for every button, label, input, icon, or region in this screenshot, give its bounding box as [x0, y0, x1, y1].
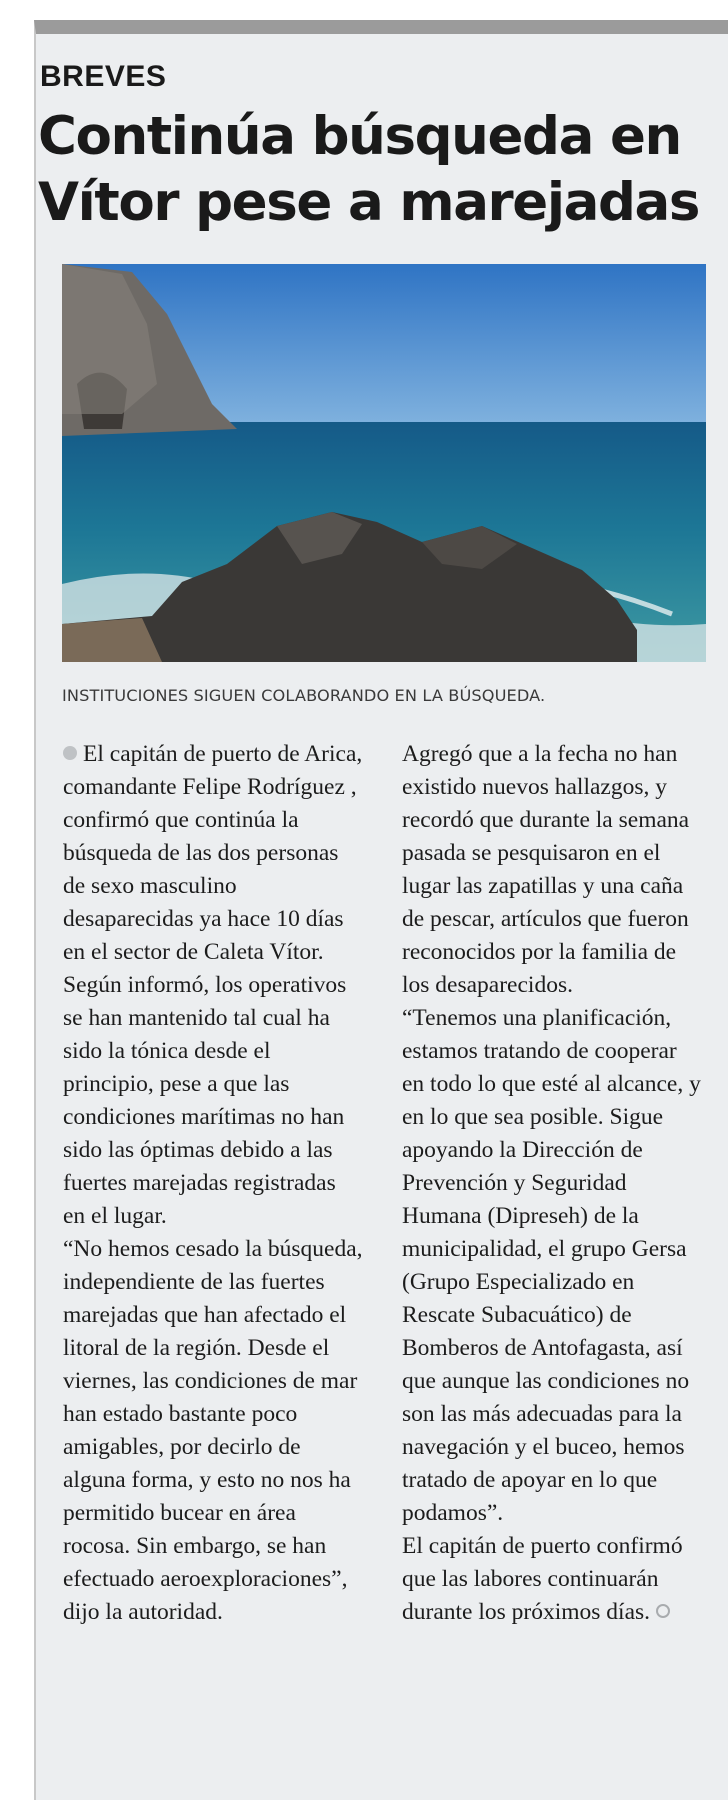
section-label: BREVES [40, 60, 167, 93]
article-column-right [402, 738, 702, 1629]
paragraph: “No hemos cesado la búsqueda, independiente de las fuertes marejadas que han afectado el litoral de la región. Desde el viernes, las condiciones de mar han estado bastante poco amigables, por decirlo de alguna forma, y esto no nos ha permitido bucear en área rocosa. Sin embargo, se han efectuado aeroexploraciones”, dijo la autoridad. [63, 1236, 363, 1625]
paragraph: El capitán de puerto confirmó que las labores continuarán durante los próximos días. [402, 1533, 683, 1625]
paragraph: Según informó, los operativos se han mantenido tal cual ha sido la tónica desde el principio, pese a que las condiciones marítimas no han sido las óptimas debido a las fuertes marejadas registradas en el lugar. [63, 972, 347, 1229]
paragraph: Agregó que a la fecha no han existido nuevos hallazgos, y recordó que durante la semana pasada se pesquisaron en el lugar las zapatillas y una caña de pescar, artículos que fueron reconocidos por la familia de los desaparecidos. [402, 741, 690, 998]
headline: Continúa búsqueda en Vítor pese a marejadas [38, 106, 700, 233]
bullet-icon [63, 746, 77, 760]
article-panel [34, 20, 728, 1800]
article-column-left [63, 738, 363, 1629]
coast-photo [62, 264, 706, 662]
paragraph: El capitán de puerto de Arica, comandante Felipe Rodríguez , confirmó que continúa la búsqueda de las dos personas de sexo masculino desaparecidas ya hace 10 días en el sector de Caleta Vítor. [63, 741, 363, 965]
end-mark-icon [656, 1604, 670, 1618]
paragraph: “Tenemos una planificación, estamos tratando de cooperar en todo lo que esté al alcance, y en lo que sea posible. Sigue apoyando la Dirección de Prevención y Seguridad Humana (Dipreseh) de la municipalidad, el grupo Gersa (Grupo Especializado en Rescate Subacuático) de Bomberos de Antofagasta, así que aunque las condiciones no son las más adecuadas para la navegación y el buceo, hemos tratado de apoyar en lo que podamos”. [402, 1005, 701, 1526]
photo-caption: INSTITUCIONES SIGUEN COLABORANDO EN LA BÚSQUEDA. [62, 686, 546, 705]
